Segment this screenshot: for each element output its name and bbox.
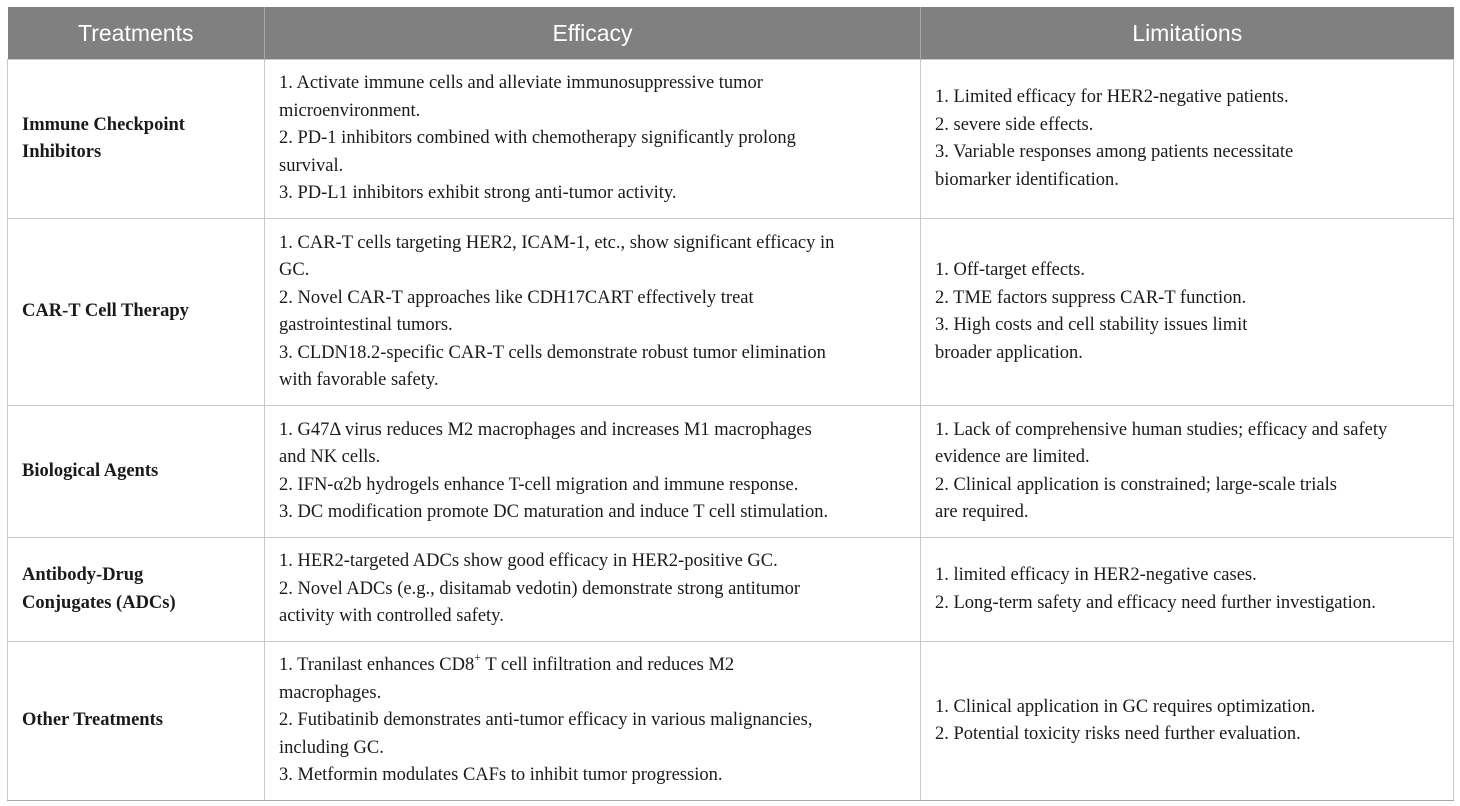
- table-row: [8, 219, 1454, 406]
- treatment-line: Conjugates (ADCs): [22, 592, 176, 613]
- efficacy-cell: [265, 60, 921, 219]
- efficacy-line: 2. PD-1 inhibitors combined with chemotherapy significantly prolong: [279, 128, 796, 149]
- treatments-table: [7, 7, 1454, 801]
- limitations-line: are required.: [935, 502, 1029, 522]
- efficacy-line: 2. Novel CAR-T approaches like CDH17CART effectively treat: [279, 287, 754, 308]
- efficacy-text: 1. Tranilast enhances CD8: [279, 655, 475, 676]
- limitations-line: biomarker identification.: [935, 169, 1119, 190]
- header-row: [8, 7, 1454, 60]
- efficacy-line: 1. CAR-T cells targeting HER2, ICAM-1, etc., show significant efficacy in: [279, 232, 835, 253]
- table-row: [8, 60, 1454, 219]
- table-row: [8, 406, 1454, 538]
- efficacy-line: 3. DC modification promote DC maturation and induce T cell stimulation.: [279, 502, 829, 522]
- efficacy-line: and NK cells.: [279, 447, 381, 467]
- limitations-line: 2. severe side effects.: [935, 114, 1094, 135]
- limitations-line: 1. Clinical application in GC requires optimization.: [935, 696, 1316, 717]
- header-treatments: Treatments: [8, 7, 265, 60]
- efficacy-line: activity with controlled safety.: [279, 606, 504, 627]
- limitations-line: 2. Clinical application is constrained; large-scale trials: [935, 474, 1337, 495]
- efficacy-line: GC.: [279, 260, 310, 280]
- limitations-line: evidence are limited.: [935, 447, 1090, 467]
- efficacy-line-with-superscript: [279, 652, 908, 680]
- limitations-cell: [921, 642, 1454, 801]
- treatment-line: CAR-T Cell Therapy: [22, 301, 189, 322]
- limitations-line: broader application.: [935, 342, 1083, 363]
- treatment-cell: [8, 642, 265, 801]
- limitations-cell: [921, 406, 1454, 538]
- treatment-cell: [8, 538, 265, 642]
- treatment-cell: [8, 219, 265, 406]
- header-limitations: Limitations: [921, 7, 1454, 60]
- efficacy-line: 1. G47Δ virus reduces M2 macrophages and increases M1 macrophages: [279, 419, 812, 440]
- limitations-line: 2. Long-term safety and efficacy need further investigation.: [935, 592, 1376, 613]
- header-efficacy: Efficacy: [265, 7, 921, 60]
- efficacy-line: including GC.: [279, 737, 384, 758]
- efficacy-line: microenvironment.: [279, 100, 421, 121]
- limitations-cell: [921, 538, 1454, 642]
- efficacy-line: 3. Metformin modulates CAFs to inhibit tumor progression.: [279, 765, 723, 786]
- efficacy-line: with favorable safety.: [279, 370, 439, 390]
- treatment-line: Inhibitors: [22, 142, 102, 162]
- efficacy-cell: [265, 219, 921, 406]
- treatment-line: Other Treatments: [22, 710, 163, 731]
- table-row: [8, 538, 1454, 642]
- limitations-line: 1. Limited efficacy for HER2-negative patients.: [935, 87, 1289, 107]
- efficacy-line: survival.: [279, 155, 344, 176]
- efficacy-line: 2. Novel ADCs (e.g., disitamab vedotin) demonstrate strong antitumor: [279, 578, 800, 599]
- limitations-line: 1. limited efficacy in HER2-negative cases.: [935, 565, 1257, 585]
- treatment-line: Antibody-Drug: [22, 565, 144, 585]
- efficacy-line: 3. PD-L1 inhibitors exhibit strong anti-tumor activity.: [279, 183, 677, 204]
- efficacy-line: macrophages.: [279, 682, 382, 703]
- limitations-line: 3. High costs and cell stability issues limit: [935, 315, 1248, 335]
- efficacy-line: 2. IFN-α2b hydrogels enhance T-cell migration and immune response.: [279, 474, 799, 495]
- efficacy-cell: [265, 406, 921, 538]
- efficacy-cell: [265, 642, 921, 801]
- limitations-line: 1. Off-target effects.: [935, 260, 1085, 280]
- treatments-table-container: [7, 7, 1453, 801]
- efficacy-line: 1. Activate immune cells and alleviate immunosuppressive tumor: [279, 73, 763, 94]
- limitations-line: 3. Variable responses among patients necessitate: [935, 142, 1294, 162]
- treatment-cell: [8, 406, 265, 538]
- efficacy-line: 3. CLDN18.2-specific CAR-T cells demonstrate robust tumor elimination: [279, 342, 826, 363]
- efficacy-line: 1. HER2-targeted ADCs show good efficacy in HER2-positive GC.: [279, 551, 778, 572]
- limitations-line: 2. TME factors suppress CAR-T function.: [935, 287, 1247, 308]
- treatment-cell: [8, 60, 265, 219]
- efficacy-cell: [265, 538, 921, 642]
- limitations-cell: [921, 60, 1454, 219]
- treatment-line: Immune Checkpoint: [22, 114, 185, 135]
- superscript-plus: +: [474, 650, 482, 665]
- treatment-line: Biological Agents: [22, 460, 159, 481]
- efficacy-line: gastrointestinal tumors.: [279, 315, 453, 335]
- limitations-cell: [921, 219, 1454, 406]
- limitations-line: 2. Potential toxicity risks need further evaluation.: [935, 724, 1301, 744]
- limitations-line: 1. Lack of comprehensive human studies; efficacy and safety: [935, 419, 1388, 440]
- efficacy-line: 2. Futibatinib demonstrates anti-tumor efficacy in various malignancies,: [279, 710, 813, 731]
- table-row: [8, 642, 1454, 801]
- efficacy-text: T cell infiltration and reduces M2: [481, 655, 735, 676]
